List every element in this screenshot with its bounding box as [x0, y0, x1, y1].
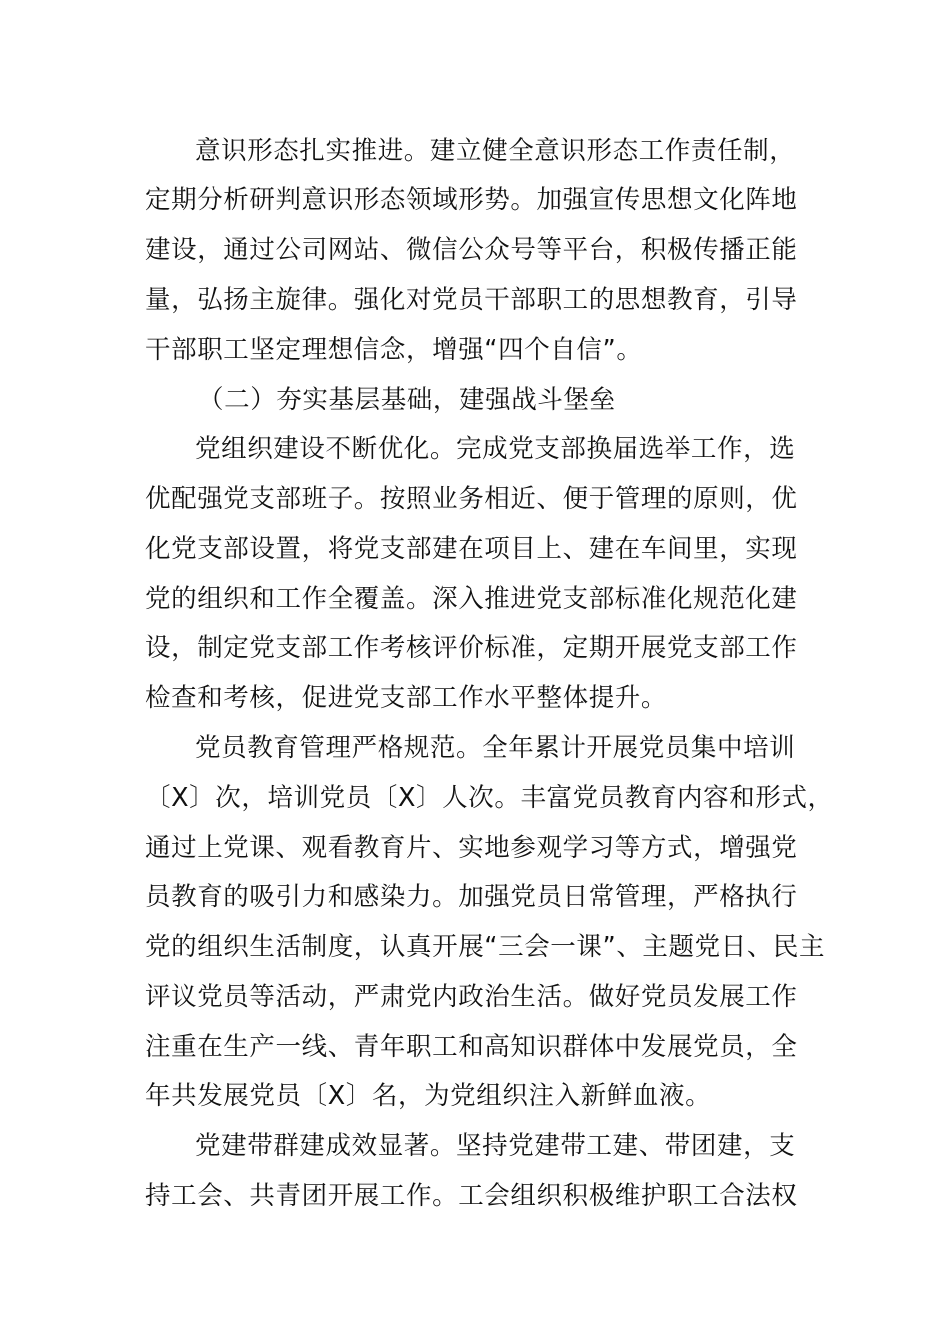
paragraph-4-line-2: 持工会、共青团开展工作。工会组织积极维护职工合法权 [145, 1181, 798, 1211]
paragraph-3-line-1: 党员教育管理严格规范。全年累计开展党员集中培训 [195, 733, 796, 763]
paragraph-2-line-4: 党的组织和工作全覆盖。深入推进党支部标准化规范化建 [145, 584, 798, 614]
paragraph-3-line-5: 党的组织生活制度，认真开展“三会一课”、主题党日、民主 [145, 932, 826, 962]
paragraph-1-line-4: 量，弘扬主旋律。强化对党员干部职工的思想教育，引导 [145, 285, 798, 315]
paragraph-2-line-5: 设，制定党支部工作考核评价标准，定期开展党支部工作 [145, 633, 798, 663]
paragraph-1-line-2: 定期分析研判意识形态领域形势。加强宣传思想文化阵地 [145, 185, 798, 215]
section-heading: （二）夯实基层基础，建强战斗堡垒 [198, 385, 616, 415]
paragraph-3-line-7: 注重在生产一线、青年职工和高知识群体中发展党员，全 [145, 1032, 798, 1062]
paragraph-2-line-2: 优配强党支部班子。按照业务相近、便于管理的原则，优 [145, 484, 798, 514]
paragraph-1-line-5: 干部职工坚定理想信念，增强“四个自信”。 [145, 335, 643, 365]
paragraph-3-line-2: 〔X〕次，培训党员〔X〕人次。丰富党员教育内容和形式， [145, 783, 834, 813]
paragraph-2-line-1: 党组织建设不断优化。完成党支部换届选举工作，选 [195, 434, 796, 464]
paragraph-4-line-1: 党建带群建成效显著。坚持党建带工建、带团建，支 [195, 1131, 796, 1161]
paragraph-3-line-4: 员教育的吸引力和感染力。加强党员日常管理，严格执行 [145, 882, 798, 912]
paragraph-1-line-3: 建设，通过公司网站、微信公众号等平台，积极传播正能 [145, 235, 798, 265]
paragraph-3-line-3: 通过上党课、观看教育片、实地参观学习等方式，增强党 [145, 833, 798, 863]
paragraph-1-line-1: 意识形态扎实推进。建立健全意识形态工作责任制， [195, 136, 796, 166]
paragraph-3-line-8: 年共发展党员〔X〕名，为党组织注入新鲜血液。 [145, 1081, 712, 1111]
paragraph-2-line-6: 检查和考核，促进党支部工作水平整体提升。 [145, 683, 668, 713]
paragraph-3-line-6: 评议党员等活动，严肃党内政治生活。做好党员发展工作 [145, 982, 798, 1012]
paragraph-2-line-3: 化党支部设置，将党支部建在项目上、建在车间里，实现 [145, 534, 798, 564]
